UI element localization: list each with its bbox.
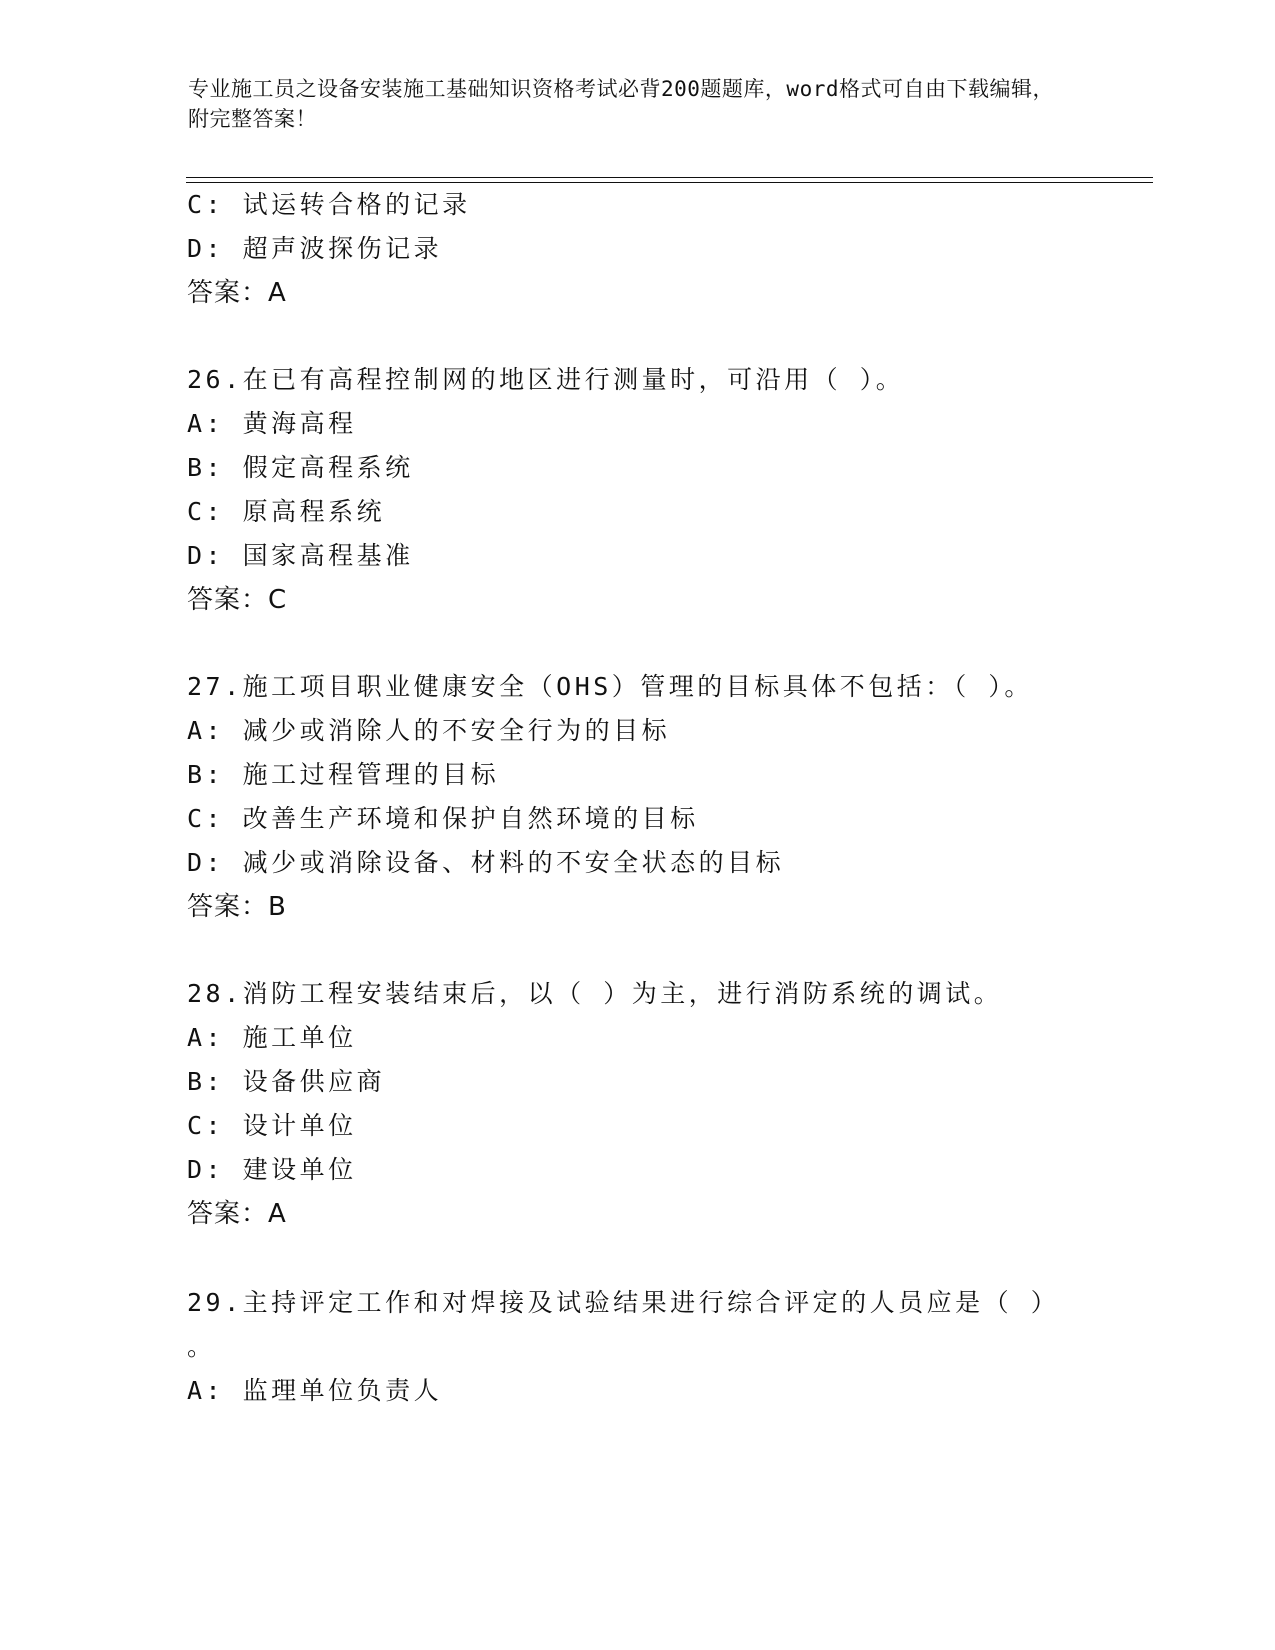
option-a: A: 监理单位负责人 <box>187 1376 443 1405</box>
question-stem-continuation: 。 <box>187 1332 216 1361</box>
header-rule-top <box>186 177 1153 178</box>
option-a: A: 黄海高程 <box>187 409 357 438</box>
option-a: A: 施工单位 <box>187 1023 357 1052</box>
option-d: D: 超声波探伤记录 <box>187 234 443 263</box>
question-stem: 26.在已有高程控制网的地区进行测量时，可沿用（ ）。 <box>187 365 905 394</box>
answer-line: 答案：A <box>187 1199 287 1229</box>
question-stem: 28.消防工程安装结束后，以（ ）为主，进行消防系统的调试。 <box>187 979 1003 1008</box>
document-header: 专业施工员之设备安装施工基础知识资格考试必背200题题库，word格式可自由下载编辑，附完整答案！ <box>188 77 1054 131</box>
option-b: B: 假定高程系统 <box>187 453 414 482</box>
option-d: D: 建设单位 <box>187 1155 357 1184</box>
option-a: A: 减少或消除人的不安全行为的目标 <box>187 716 671 745</box>
option-d: D: 国家高程基准 <box>187 541 414 570</box>
question-stem: 29.主持评定工作和对焊接及试验结果进行综合评定的人员应是（ ） <box>187 1288 1060 1317</box>
option-b: B: 设备供应商 <box>187 1067 386 1096</box>
option-c: C: 设计单位 <box>187 1111 357 1140</box>
option-d: D: 减少或消除设备、材料的不安全状态的目标 <box>187 848 785 877</box>
option-c: C: 试运转合格的记录 <box>187 190 471 219</box>
header-rule-bottom <box>186 182 1153 183</box>
answer-line: 答案：C <box>187 585 288 615</box>
answer-line: 答案：A <box>187 278 287 308</box>
option-b: B: 施工过程管理的目标 <box>187 760 500 789</box>
answer-line: 答案：B <box>187 892 287 922</box>
question-stem: 27.施工项目职业健康安全（OHS）管理的目标具体不包括：（ ）。 <box>187 672 1033 701</box>
option-c: C: 改善生产环境和保护自然环境的目标 <box>187 804 699 833</box>
option-c: C: 原高程系统 <box>187 497 386 526</box>
